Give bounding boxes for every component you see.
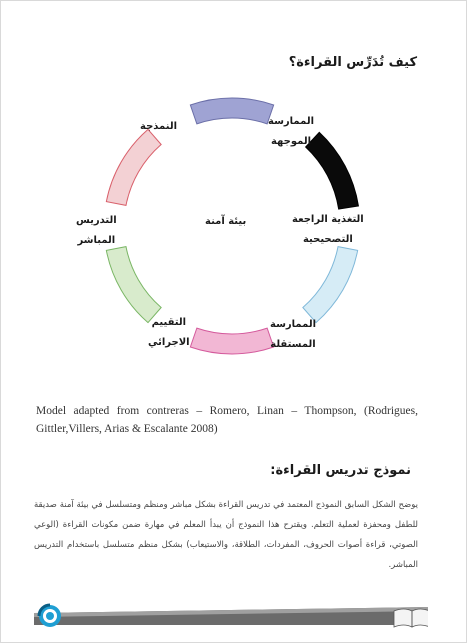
label-independent-practice-line2: المستقلة: [270, 339, 316, 350]
label-formative-assessment-line2: الاجرائي: [148, 337, 190, 348]
label-independent-practice-line1: الممارسة: [270, 319, 317, 330]
label-direct-instruction-line2: المباشر: [77, 235, 116, 246]
open-book-icon: [394, 609, 428, 627]
label-direct-instruction-line1: التدريس: [76, 215, 117, 226]
label-guided-practice-line1: الممارسة: [268, 116, 315, 127]
page-title: كيف تُدَرِّس القراءة؟: [288, 55, 417, 70]
center-label: بيئة آمنة: [205, 216, 247, 227]
label-corrective-feedback: [292, 210, 364, 250]
footer-band: [34, 603, 428, 629]
seg-corrective-feedback: [303, 247, 358, 323]
label-guided-practice-line2: الموجهة: [270, 136, 312, 147]
body-paragraph: يوضح الشكل السابق النموذج المعتمد في تدريس القراءة بشكل مباشر ومنظم ومتسلسل في بيئة آمنة صديقة للطفل ومحفزة لعملية التعلم. ويقترح هذا النموذج أن يبدأ المعلم في مهارة ضمن مكونات القراءة (الوعي الصوتي، قراءة أصوات الحروف، المفردات، الطلاقة، والاستيعاب) بشكل منظم متسلسل باستخدام التدريس المباشر.: [34, 500, 418, 570]
section-heading: نموذج تدريس القراءة:: [270, 463, 411, 478]
label-modeling: [140, 117, 177, 137]
label-formative-assessment-line1: التقييم: [151, 317, 187, 328]
label-modeling-line1: النمذجة: [140, 121, 178, 132]
seg-independent-practice: [190, 328, 273, 354]
label-independent-practice: [270, 315, 316, 355]
seg-direct-instruction: [106, 129, 161, 205]
swirl-logo-icon: [39, 605, 61, 627]
citation: Model adapted from contreras – Romero, Linan – Thompson, (Rodrigues, Gittler,Villers, Arias & Escalante 2008): [36, 405, 418, 435]
label-guided-practice: [268, 112, 314, 152]
label-direct-instruction: [76, 211, 117, 251]
seg-modeling: [190, 98, 273, 124]
label-corrective-feedback-line2: التصحيحية: [302, 234, 353, 245]
label-formative-assessment: [148, 313, 190, 353]
seg-formative-assessment: [106, 247, 161, 323]
label-corrective-feedback-line1: التغذية الراجعة: [292, 214, 364, 225]
